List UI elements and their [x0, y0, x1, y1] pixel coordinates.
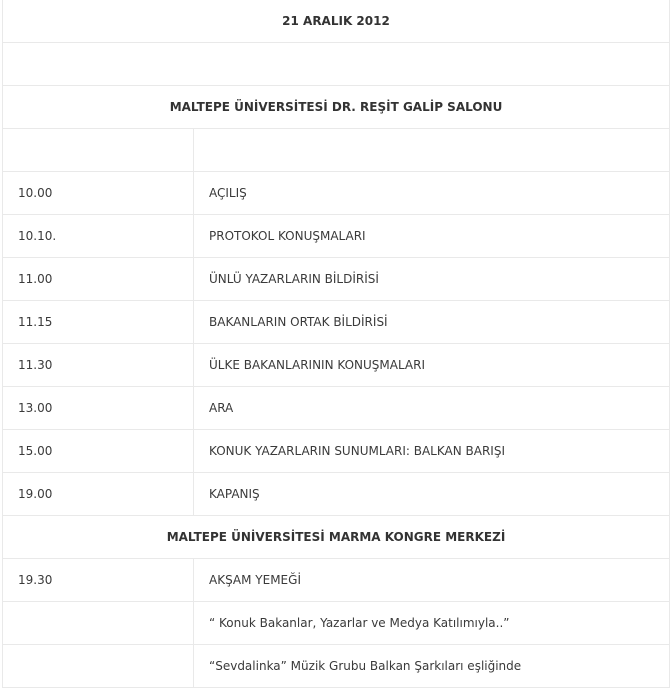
- event-cell: “ Konuk Bakanlar, Yazarlar ve Medya Katılımıyla..”: [194, 602, 670, 645]
- schedule-row: [3, 301, 670, 344]
- schedule-row: [3, 602, 670, 645]
- event-cell: ÜNLÜ YAZARLARIN BİLDİRİSİ: [194, 258, 670, 301]
- venue-header: MALTEPE ÜNİVERSİTESİ DR. REŞİT GALİP SALONU: [3, 86, 670, 129]
- date-header: 21 ARALIK 2012: [3, 0, 670, 43]
- time-cell: [3, 645, 194, 688]
- venue-header: MALTEPE ÜNİVERSİTESİ MARMA KONGRE MERKEZİ: [3, 516, 670, 559]
- program-table: [2, 0, 670, 688]
- time-cell: 13.00: [3, 387, 194, 430]
- event-cell: AÇILIŞ: [194, 172, 670, 215]
- empty-row: [3, 43, 670, 86]
- empty-cell: [3, 43, 670, 86]
- schedule-row: [3, 387, 670, 430]
- time-cell: 11.15: [3, 301, 194, 344]
- venue-header-row: [3, 516, 670, 559]
- schedule-row: [3, 473, 670, 516]
- time-cell: 15.00: [3, 430, 194, 473]
- schedule-row: [3, 258, 670, 301]
- time-cell: 19.30: [3, 559, 194, 602]
- schedule-row: [3, 430, 670, 473]
- event-cell: AKŞAM YEMEĞİ: [194, 559, 670, 602]
- time-cell: 11.30: [3, 344, 194, 387]
- schedule-row: [3, 344, 670, 387]
- venue-header-row: [3, 86, 670, 129]
- event-cell: ARA: [194, 387, 670, 430]
- empty-row: [3, 129, 670, 172]
- time-cell: 19.00: [3, 473, 194, 516]
- time-cell: 10.00: [3, 172, 194, 215]
- empty-cell: [194, 129, 670, 172]
- event-cell: BAKANLARIN ORTAK BİLDİRİSİ: [194, 301, 670, 344]
- event-cell: ÜLKE BAKANLARININ KONUŞMALARI: [194, 344, 670, 387]
- event-cell: KONUK YAZARLARIN SUNUMLARI: BALKAN BARIŞI: [194, 430, 670, 473]
- date-header-row: [3, 0, 670, 43]
- schedule-row: [3, 215, 670, 258]
- schedule-row: [3, 559, 670, 602]
- schedule-row: [3, 172, 670, 215]
- schedule-row: [3, 645, 670, 688]
- event-cell: KAPANIŞ: [194, 473, 670, 516]
- empty-cell: [3, 129, 194, 172]
- time-cell: 10.10.: [3, 215, 194, 258]
- time-cell: [3, 602, 194, 645]
- event-cell: “Sevdalinka” Müzik Grubu Balkan Şarkıları eşliğinde: [194, 645, 670, 688]
- time-cell: 11.00: [3, 258, 194, 301]
- event-cell: PROTOKOL KONUŞMALARI: [194, 215, 670, 258]
